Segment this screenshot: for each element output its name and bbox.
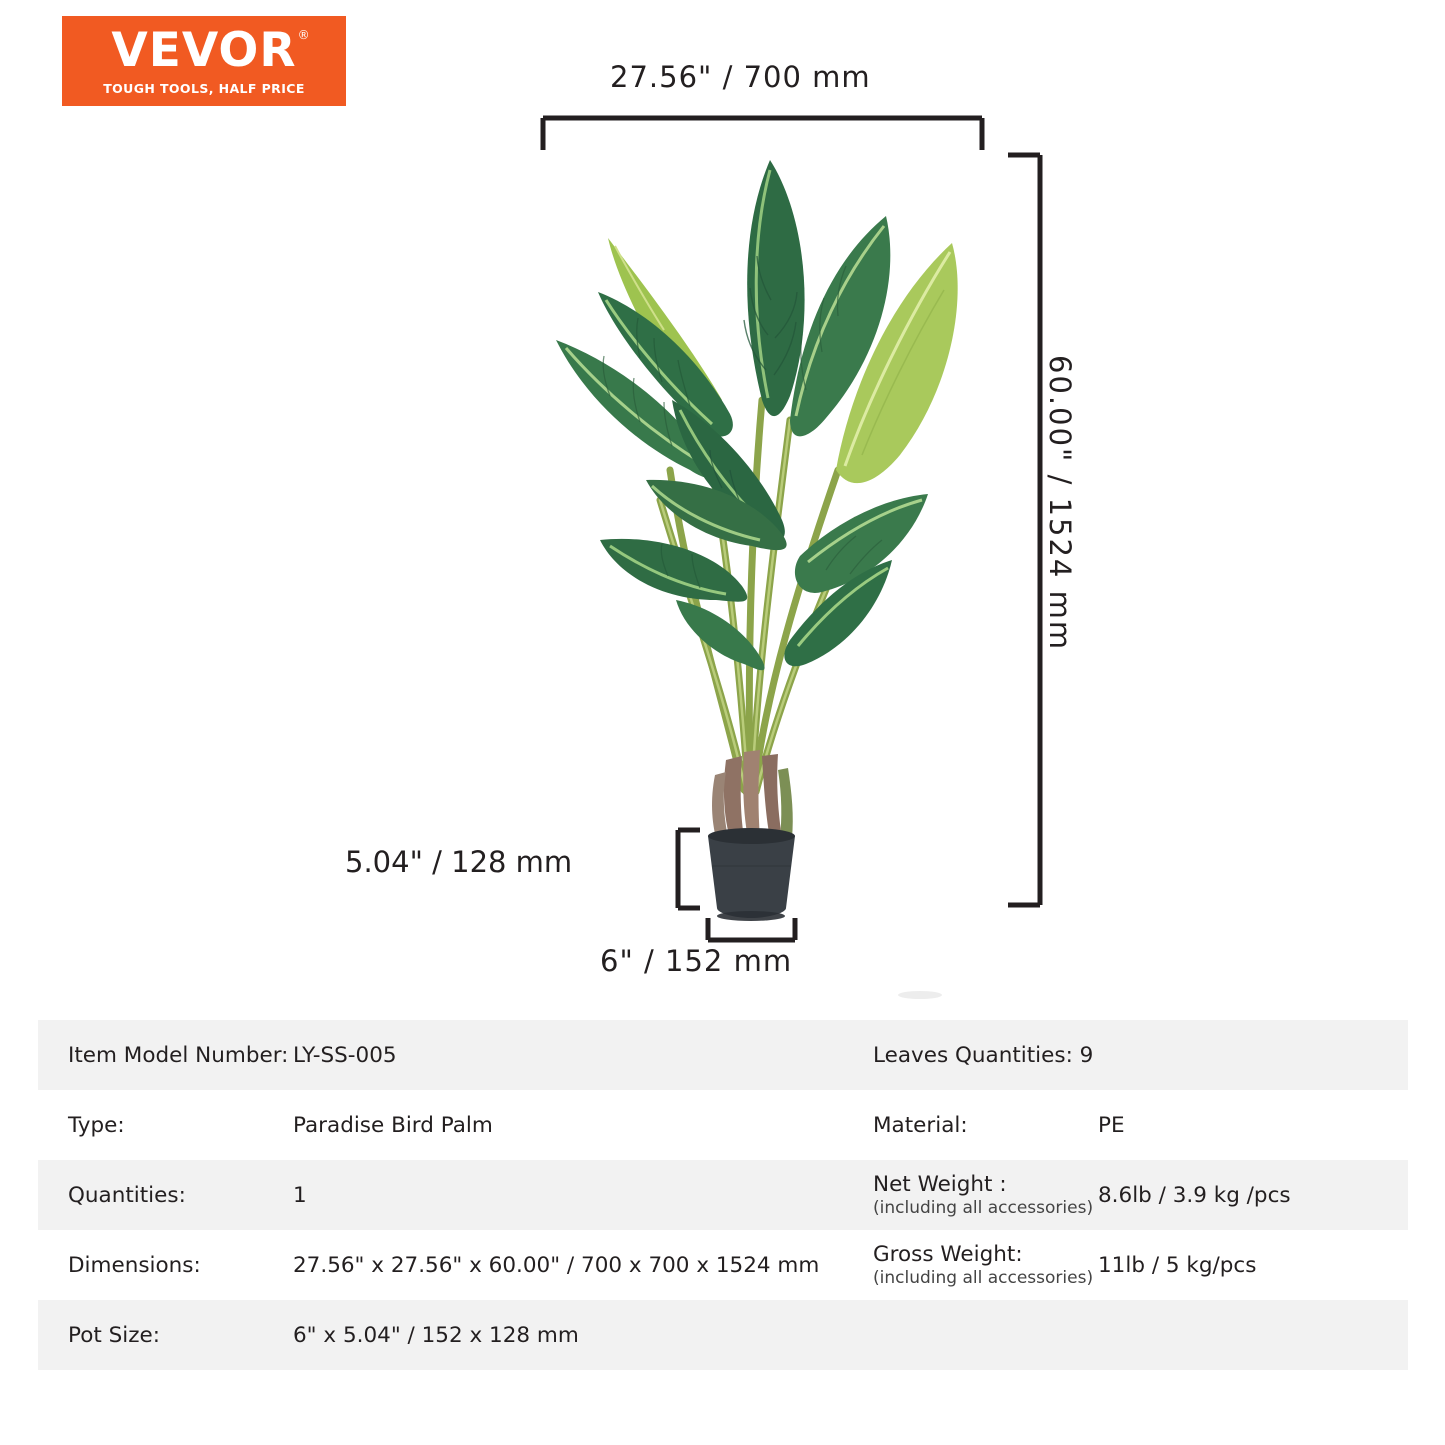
table-row <box>38 1300 1408 1370</box>
plant-pot <box>708 828 795 921</box>
spec-label-2-sub: (including all accessories) <box>873 1268 1094 1288</box>
spec-label: Quantities: <box>38 1160 293 1230</box>
width-dimension-label: 27.56" / 700 mm <box>610 60 871 94</box>
brand-name: VEVOR ® <box>111 22 311 78</box>
spec-label-2-text: Gross Weight: <box>873 1242 1023 1267</box>
spec-label-2 <box>873 1300 1098 1370</box>
spec-value: 1 <box>293 1160 873 1230</box>
pot-height-label: 5.04" / 128 mm <box>345 845 573 879</box>
table-row <box>38 1160 1408 1230</box>
spec-label-2-sub: (including all accessories) <box>873 1198 1094 1218</box>
spec-value-2 <box>1098 1020 1408 1090</box>
plant-illustration <box>556 160 958 999</box>
specifications-table <box>38 1020 1408 1370</box>
spec-value-2: PE <box>1098 1090 1408 1160</box>
spec-label-2 <box>873 1160 1098 1230</box>
height-dimension-label: 60.00" / 1524 mm <box>1043 355 1077 652</box>
table-row <box>38 1020 1408 1090</box>
table-row <box>38 1090 1408 1160</box>
pot-width-bracket <box>708 918 795 940</box>
width-dimension-bracket <box>543 118 982 150</box>
spec-label: Type: <box>38 1090 293 1160</box>
spec-value-2: 11lb / 5 kg/pcs <box>1098 1230 1408 1300</box>
spec-label: Pot Size: <box>38 1300 293 1370</box>
height-dimension-bracket <box>1008 155 1040 905</box>
spec-value: 6" x 5.04" / 152 x 128 mm <box>293 1300 873 1370</box>
spec-value: Paradise Bird Palm <box>293 1090 873 1160</box>
spec-label: Dimensions: <box>38 1230 293 1300</box>
pot-width-label: 6" / 152 mm <box>600 944 793 978</box>
stem-sheaths <box>712 750 793 838</box>
spec-label: Item Model Number: <box>38 1020 293 1090</box>
spec-label-2: Leaves Quantities: 9 <box>873 1020 1098 1090</box>
spec-value: LY-SS-005 <box>293 1020 873 1090</box>
spec-label-2-text: Net Weight : <box>873 1172 1007 1197</box>
spec-label-2: Material: <box>873 1090 1098 1160</box>
registered-mark: ® <box>297 27 311 42</box>
table-row <box>38 1230 1408 1300</box>
spec-value-2: 8.6lb / 3.9 kg /pcs <box>1098 1160 1408 1230</box>
spec-value: 27.56" x 27.56" x 60.00" / 700 x 700 x 1524 mm <box>293 1230 873 1300</box>
brand-tagline: TOUGH TOOLS, HALF PRICE <box>103 80 305 96</box>
pot-height-bracket <box>678 830 700 908</box>
spec-label-2 <box>873 1230 1098 1300</box>
spec-value-2 <box>1098 1300 1408 1370</box>
